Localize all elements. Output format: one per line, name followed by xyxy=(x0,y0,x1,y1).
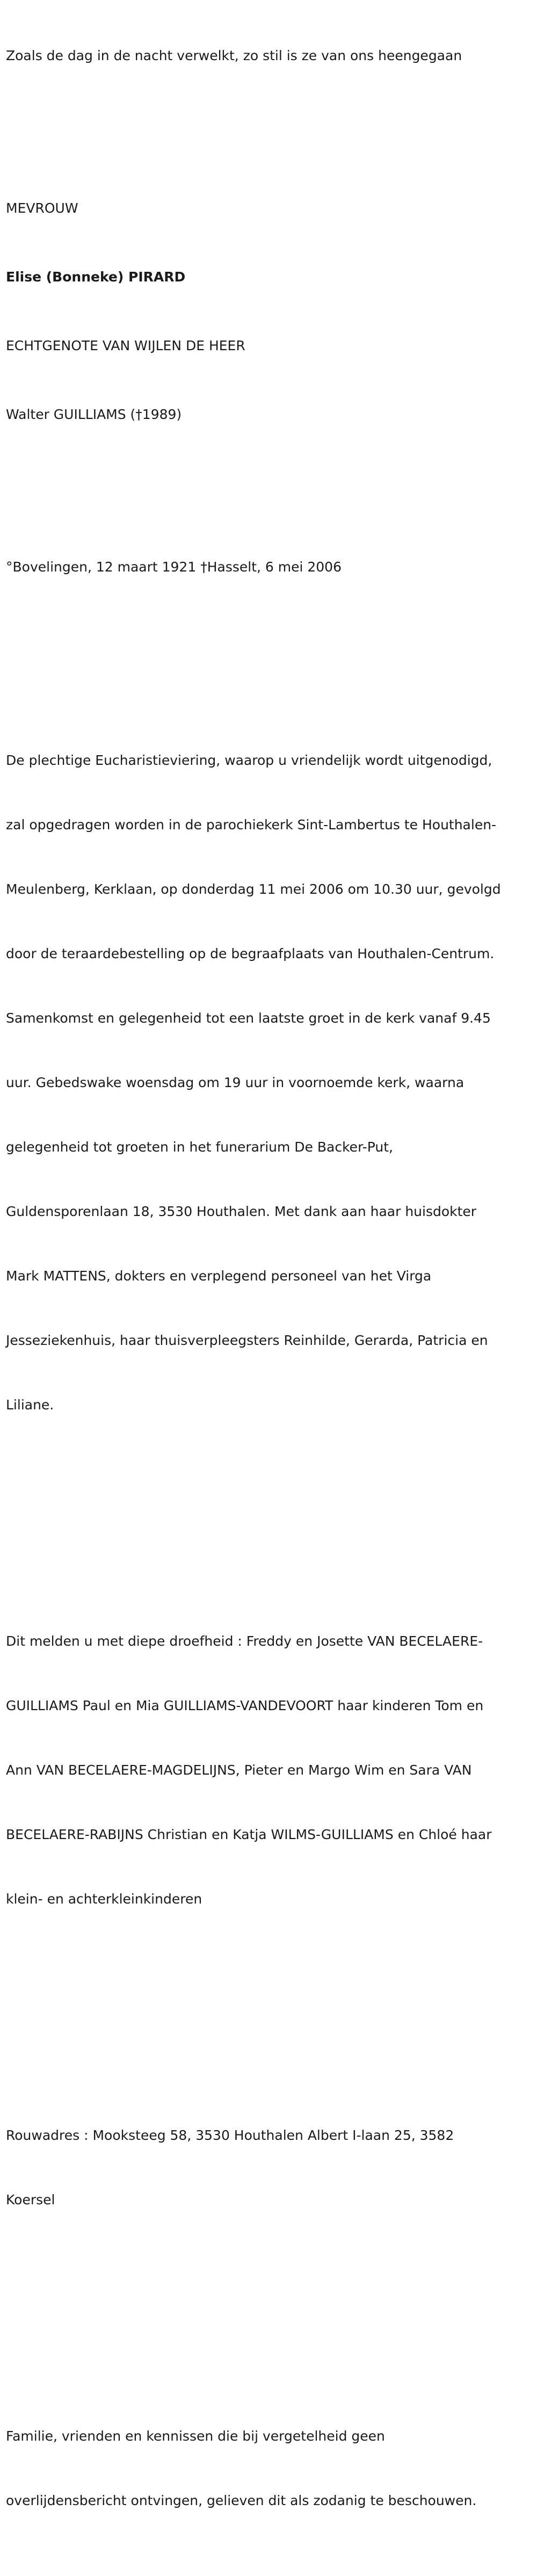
obituary-document xyxy=(6,2,532,2576)
birth-death-dates: °Bovelingen, 12 maart 1921 †Hasselt, 6 mei 2006 xyxy=(6,559,342,575)
address-line: Rouwadres : Mooksteeg 58, 3530 Houthalen Albert I-laan 25, 3582 xyxy=(6,2128,454,2143)
spacer xyxy=(6,471,532,492)
ceremony-line: Guldensporenlaan 18, 3530 Houthalen. Met dank aan haar huisdokter xyxy=(6,1204,477,1219)
family-line: BECELAERE-RABIJNS Christian en Katja WILMS-GUILLIAMS en Chloé haar xyxy=(6,1827,492,1842)
opening-verse: Zoals de dag in de nacht verwelkt, zo stil is ze van ons heengegaan xyxy=(6,48,462,63)
closing-paragraph xyxy=(6,2383,532,2555)
family-line: klein- en achterkleinkinderen xyxy=(6,1891,202,1907)
family-paragraph xyxy=(6,1588,532,1953)
address-paragraph xyxy=(6,2082,532,2254)
closing-line: Familie, vrienden en kennissen die bij vergetelheid geen xyxy=(6,2428,385,2444)
ceremony-paragraph xyxy=(6,707,532,1459)
spacer xyxy=(6,1502,532,1523)
spacer xyxy=(6,1996,532,2017)
ceremony-line: Meulenberg, Kerklaan, op donderdag 11 mei 2006 om 10.30 uur, gevolgd xyxy=(6,881,501,897)
closing-line: overlijdensbericht ontvingen, gelieven dit als zodanig te beschouwen. xyxy=(6,2493,477,2508)
spacer xyxy=(6,2297,532,2318)
ceremony-line: door de teraardebestelling op de begraafplaats van Houthalen-Centrum. xyxy=(6,946,495,961)
ceremony-line: Samenkomst en gelegenheid tot een laatste groet in de kerk vanaf 9.45 xyxy=(6,1010,491,1026)
spouse-line: Walter GUILLIAMS (†1989) xyxy=(6,407,182,422)
ceremony-line: Liliane. xyxy=(6,1397,54,1413)
family-line: Dit melden u met diepe droefheid : Freddy en Josette VAN BECELAERE- xyxy=(6,1633,483,1649)
ceremony-line: zal opgedragen worden in de parochiekerk Sint-Lambertus te Houthalen- xyxy=(6,817,497,833)
ceremony-line: De plechtige Eucharistieviering, waarop u vriendelijk wordt uitgenodigd, xyxy=(6,752,492,768)
address-line: Koersel xyxy=(6,2192,55,2208)
family-line: Ann VAN BECELAERE-MAGDELIJNS, Pieter en Margo Wim en Sara VAN xyxy=(6,1762,472,1778)
ceremony-line: Mark MATTENS, dokters en verplegend personeel van het Virga xyxy=(6,1268,432,1284)
spacer xyxy=(6,621,532,642)
spacer xyxy=(6,110,532,131)
ceremony-line: uur. Gebedswake woensdag om 19 uur in voornoemde kerk, waarna xyxy=(6,1075,465,1090)
deceased-name: Elise (Bonneke) PIRARD xyxy=(6,269,186,285)
relation-line: ECHTGENOTE VAN WIJLEN DE HEER xyxy=(6,338,245,353)
ceremony-line: gelegenheid tot groeten in het funerarium De Backer-Put, xyxy=(6,1139,393,1155)
family-line: GUILLIAMS Paul en Mia GUILLIAMS-VANDEVOORT haar kinderen Tom en xyxy=(6,1698,484,1713)
ceremony-line: Jesseziekenhuis, haar thuisverpleegsters Reinhilde, Gerarda, Patricia en xyxy=(6,1333,488,1348)
honorific-title: MEVROUW xyxy=(6,200,78,216)
